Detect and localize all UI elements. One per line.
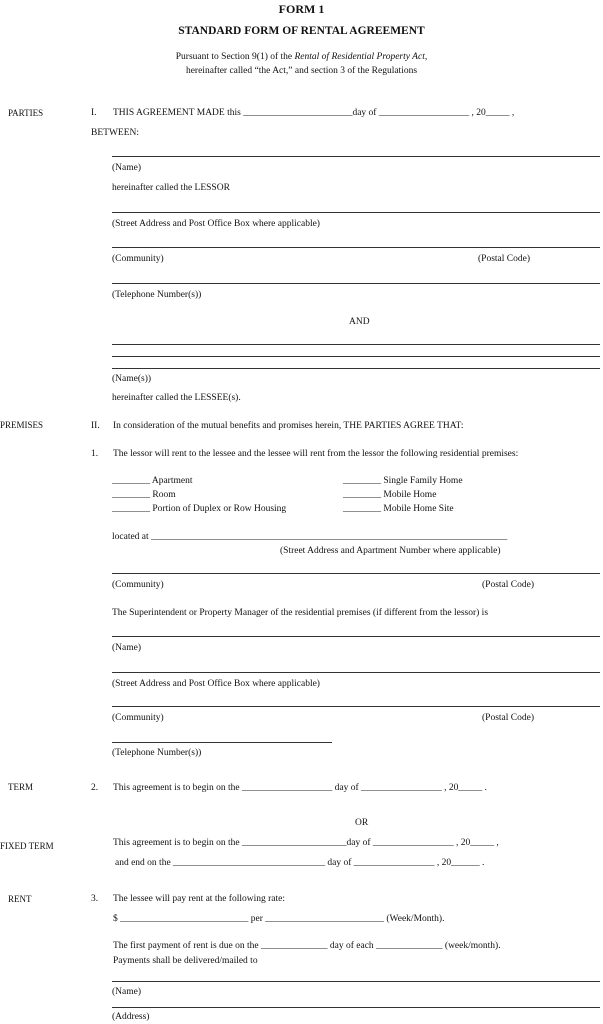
margin-label-parties: PARTIES	[8, 108, 44, 118]
lessor-community-label: (Community)	[112, 254, 164, 264]
fixed-term-end-line[interactable]: and end on the ________________________________ day of _________________ , 20______ .	[115, 858, 485, 868]
section-number-ii: II.	[91, 421, 100, 431]
superintendent-text: The Superintendent or Property Manager of the residential premises (if different from the lessor) is	[112, 608, 489, 618]
item-number-1: 1.	[91, 449, 99, 459]
payee-address-label: (Address)	[112, 1012, 150, 1022]
premises-intro: In consideration of the mutual benefits and promises herein, THE PARTIES AGREE THAT:	[113, 421, 464, 431]
premises-item-text: The lessor will rent to the lessee and the lessee will rent from the lessor the following residential premises:	[113, 449, 519, 459]
fixed-term-begin-line[interactable]: This agreement is to begin on the ______________________day of _________________ , 20_____ ,	[113, 838, 499, 848]
lessee-caption: hereinafter called the LESSEE(s).	[112, 393, 241, 403]
super-postal-label: (Postal Code)	[482, 713, 534, 723]
located-at-field[interactable]: located at ___________________________________________________________________________	[112, 532, 508, 542]
lessor-phone-field[interactable]	[112, 283, 600, 284]
premises-community-label: (Community)	[112, 580, 164, 590]
payee-name-label: (Name)	[112, 987, 142, 997]
subtitle-line-1: Pursuant to Section 9(1) of the Rental of Residential Property Act,	[175, 52, 428, 62]
form-number: FORM 1	[278, 2, 325, 16]
agreement-made-line[interactable]: THIS AGREEMENT MADE this _______________________day of ___________________ , 20_____ ,	[113, 108, 515, 118]
option-apartment[interactable]: ________ Apartment	[112, 476, 193, 486]
first-payment-line[interactable]: The first payment of rent is due on the ______________ day of each ______________ (week/month).	[113, 941, 501, 951]
form-title: STANDARD FORM OF RENTAL AGREEMENT	[178, 25, 425, 37]
lessor-street-label: (Street Address and Post Office Box where applicable)	[112, 219, 320, 229]
term-begin-line[interactable]: This agreement is to begin on the ___________________ day of _________________ , 20_____ .	[113, 783, 487, 793]
super-name-field[interactable]	[112, 636, 600, 637]
lessee-names-label: (Name(s))	[112, 374, 152, 384]
lessee-name-field-3[interactable]	[112, 368, 600, 369]
option-mobile-home-site[interactable]: ________ Mobile Home Site	[343, 504, 454, 514]
lessee-name-field-2[interactable]	[112, 356, 600, 357]
premises-community-field[interactable]	[112, 573, 600, 574]
payments-delivered-text: Payments shall be delivered/mailed to	[113, 956, 258, 966]
lessor-postal-label: (Postal Code)	[478, 254, 530, 264]
payee-name-field[interactable]	[112, 981, 600, 982]
super-community-label: (Community)	[112, 713, 164, 723]
super-street-label: (Street Address and Post Office Box where applicable)	[112, 679, 320, 689]
super-phone-field[interactable]	[112, 742, 332, 743]
and-label: AND	[349, 317, 370, 327]
super-community-field[interactable]	[112, 706, 600, 707]
super-phone-label: (Telephone Number(s))	[112, 748, 202, 758]
rent-intro: The lessee will pay rent at the following rate:	[113, 894, 285, 904]
subtitle-line-2: hereinafter called “the Act,” and section 3 of the Regulations	[185, 66, 418, 76]
margin-label-fixed-term: FIXED TERM	[0, 841, 54, 851]
margin-label-premises: PREMISES	[0, 420, 44, 430]
section-number-i: I.	[91, 108, 97, 118]
rent-rate-line[interactable]: $ ___________________________ per _________________________ (Week/Month).	[113, 914, 445, 924]
payee-address-field[interactable]	[112, 1007, 600, 1008]
lessor-phone-label: (Telephone Number(s))	[112, 290, 202, 300]
lessor-street-field[interactable]	[112, 212, 600, 213]
lessor-name-label: (Name)	[112, 163, 142, 173]
margin-label-term: TERM	[8, 782, 34, 792]
option-mobile-home[interactable]: ________ Mobile Home	[343, 490, 437, 500]
lessee-name-field-1[interactable]	[112, 344, 600, 345]
premises-postal-label: (Postal Code)	[482, 580, 534, 590]
item-number-2: 2.	[91, 783, 99, 793]
between-label: BETWEEN:	[91, 128, 140, 138]
super-street-field[interactable]	[112, 672, 600, 673]
lessor-caption: hereinafter called the LESSOR	[112, 183, 230, 193]
premises-street-label: (Street Address and Apartment Number where applicable)	[280, 546, 501, 556]
option-duplex[interactable]: ________ Portion of Duplex or Row Housing	[112, 504, 287, 514]
lessor-community-field[interactable]	[112, 247, 600, 248]
option-room[interactable]: ________ Room	[112, 490, 176, 500]
option-single-family[interactable]: ________ Single Family Home	[343, 476, 463, 486]
super-name-label: (Name)	[112, 643, 142, 653]
or-label: OR	[355, 818, 369, 828]
margin-label-rent: RENT	[8, 894, 32, 904]
lessor-name-field[interactable]	[112, 156, 600, 157]
item-number-3: 3.	[91, 894, 99, 904]
